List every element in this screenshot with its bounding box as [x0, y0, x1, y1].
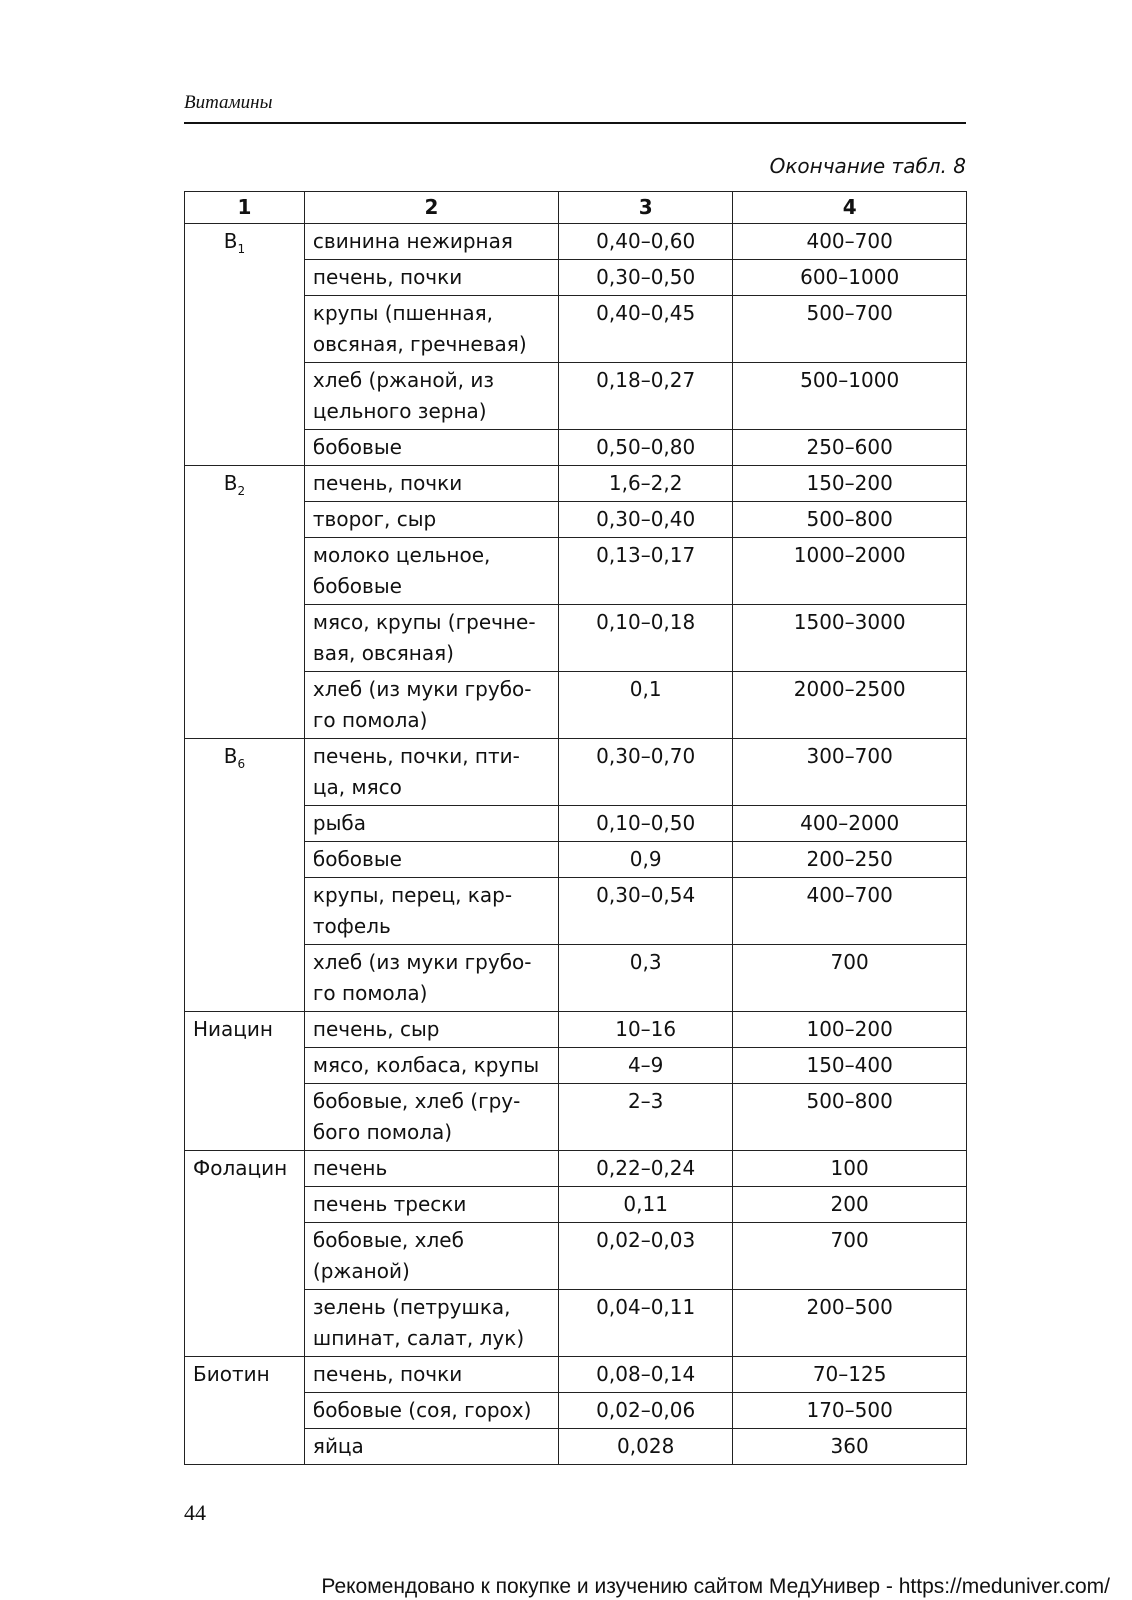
amount-cell: 100	[733, 1151, 967, 1187]
vitamin-cell: Ниацин	[185, 1012, 305, 1151]
table-header-row	[185, 192, 967, 224]
content-cell: 0,30–0,70	[559, 739, 733, 806]
content-cell: 0,50–0,80	[559, 430, 733, 466]
food-cell: печень	[304, 1151, 558, 1187]
running-head: Витамины	[184, 92, 273, 113]
content-cell: 0,40–0,45	[559, 296, 733, 363]
content-cell: 0,3	[559, 945, 733, 1012]
content-cell: 4–9	[559, 1048, 733, 1084]
food-cell: хлеб (из муки грубо-го помола)	[304, 672, 558, 739]
amount-cell: 150–400	[733, 1048, 967, 1084]
food-cell: творог, сыр	[304, 502, 558, 538]
column-header: 4	[733, 192, 967, 224]
content-cell: 0,40–0,60	[559, 224, 733, 260]
food-cell: печень трески	[304, 1187, 558, 1223]
food-cell: бобовые, хлеб (ржаной)	[304, 1223, 558, 1290]
amount-cell: 500–800	[733, 502, 967, 538]
vitamin-table	[184, 191, 967, 1465]
food-cell: хлеб (ржаной, из цельного зерна)	[304, 363, 558, 430]
vitamin-cell	[185, 739, 305, 1012]
table-caption: Окончание табл. 8	[769, 154, 966, 178]
table-row	[185, 224, 967, 260]
vitamin-subscript: 6	[237, 757, 246, 771]
table-row	[185, 739, 967, 806]
table-row	[185, 1012, 967, 1048]
amount-cell: 400–700	[733, 878, 967, 945]
food-cell: печень, почки	[304, 466, 558, 502]
amount-cell: 1000–2000	[733, 538, 967, 605]
amount-cell: 500–1000	[733, 363, 967, 430]
table-row	[185, 1151, 967, 1187]
amount-cell: 1500–3000	[733, 605, 967, 672]
content-cell: 1,6–2,2	[559, 466, 733, 502]
amount-cell: 360	[733, 1429, 967, 1465]
content-cell: 0,04–0,11	[559, 1290, 733, 1357]
food-cell: рыба	[304, 806, 558, 842]
food-cell: печень, почки	[304, 1357, 558, 1393]
food-cell: бобовые, хлеб (гру-бого помола)	[304, 1084, 558, 1151]
content-cell: 2–3	[559, 1084, 733, 1151]
table-row	[185, 1357, 967, 1393]
amount-cell: 400–700	[733, 224, 967, 260]
amount-cell: 300–700	[733, 739, 967, 806]
header-rule	[184, 122, 966, 124]
amount-cell: 70–125	[733, 1357, 967, 1393]
food-cell: печень, почки, пти-ца, мясо	[304, 739, 558, 806]
content-cell: 0,13–0,17	[559, 538, 733, 605]
content-cell: 0,08–0,14	[559, 1357, 733, 1393]
amount-cell: 150–200	[733, 466, 967, 502]
food-cell: крупы (пшенная, овсяная, гречневая)	[304, 296, 558, 363]
amount-cell: 250–600	[733, 430, 967, 466]
table-row	[185, 466, 967, 502]
food-cell: хлеб (из муки грубо-го помола)	[304, 945, 558, 1012]
amount-cell: 2000–2500	[733, 672, 967, 739]
vitamin-name: B	[223, 229, 238, 253]
amount-cell: 200	[733, 1187, 967, 1223]
content-cell: 0,18–0,27	[559, 363, 733, 430]
content-cell: 0,22–0,24	[559, 1151, 733, 1187]
food-cell: бобовые	[304, 842, 558, 878]
content-cell: 0,9	[559, 842, 733, 878]
food-cell: мясо, колбаса, крупы	[304, 1048, 558, 1084]
food-cell: зелень (петрушка, шпинат, салат, лук)	[304, 1290, 558, 1357]
food-cell: мясо, крупы (гречне-вая, овсяная)	[304, 605, 558, 672]
content-cell: 0,02–0,06	[559, 1393, 733, 1429]
amount-cell: 700	[733, 945, 967, 1012]
amount-cell: 500–800	[733, 1084, 967, 1151]
content-cell: 0,30–0,40	[559, 502, 733, 538]
food-cell: печень, почки	[304, 260, 558, 296]
content-cell: 0,1	[559, 672, 733, 739]
vitamin-subscript: 2	[237, 484, 246, 498]
vitamin-cell: Фолацин	[185, 1151, 305, 1357]
content-cell: 0,10–0,18	[559, 605, 733, 672]
amount-cell: 200–250	[733, 842, 967, 878]
vitamin-name: B	[223, 744, 238, 768]
content-cell: 0,30–0,50	[559, 260, 733, 296]
food-cell: яйца	[304, 1429, 558, 1465]
content-cell: 0,10–0,50	[559, 806, 733, 842]
food-cell: молоко цельное, бобовые	[304, 538, 558, 605]
footer-note: Рекомендовано к покупке и изучению сайтом МедУнивер - https://meduniver.com/	[321, 1575, 1110, 1598]
amount-cell: 500–700	[733, 296, 967, 363]
content-cell: 10–16	[559, 1012, 733, 1048]
amount-cell: 600–1000	[733, 260, 967, 296]
column-header: 2	[304, 192, 558, 224]
column-header: 3	[559, 192, 733, 224]
table-body	[185, 224, 967, 1465]
amount-cell: 700	[733, 1223, 967, 1290]
food-cell: бобовые	[304, 430, 558, 466]
food-cell: бобовые (соя, горох)	[304, 1393, 558, 1429]
page-number: 44	[184, 1500, 206, 1525]
content-cell: 0,028	[559, 1429, 733, 1465]
amount-cell: 200–500	[733, 1290, 967, 1357]
content-cell: 0,30–0,54	[559, 878, 733, 945]
vitamin-cell: Биотин	[185, 1357, 305, 1465]
content-cell: 0,02–0,03	[559, 1223, 733, 1290]
vitamin-cell	[185, 466, 305, 739]
food-cell: печень, сыр	[304, 1012, 558, 1048]
column-header: 1	[185, 192, 305, 224]
content-cell: 0,11	[559, 1187, 733, 1223]
food-cell: свинина нежирная	[304, 224, 558, 260]
vitamin-name: B	[223, 471, 238, 495]
vitamin-subscript: 1	[237, 242, 246, 256]
food-cell: крупы, перец, кар-тофель	[304, 878, 558, 945]
amount-cell: 100–200	[733, 1012, 967, 1048]
vitamin-cell	[185, 224, 305, 466]
amount-cell: 400–2000	[733, 806, 967, 842]
amount-cell: 170–500	[733, 1393, 967, 1429]
